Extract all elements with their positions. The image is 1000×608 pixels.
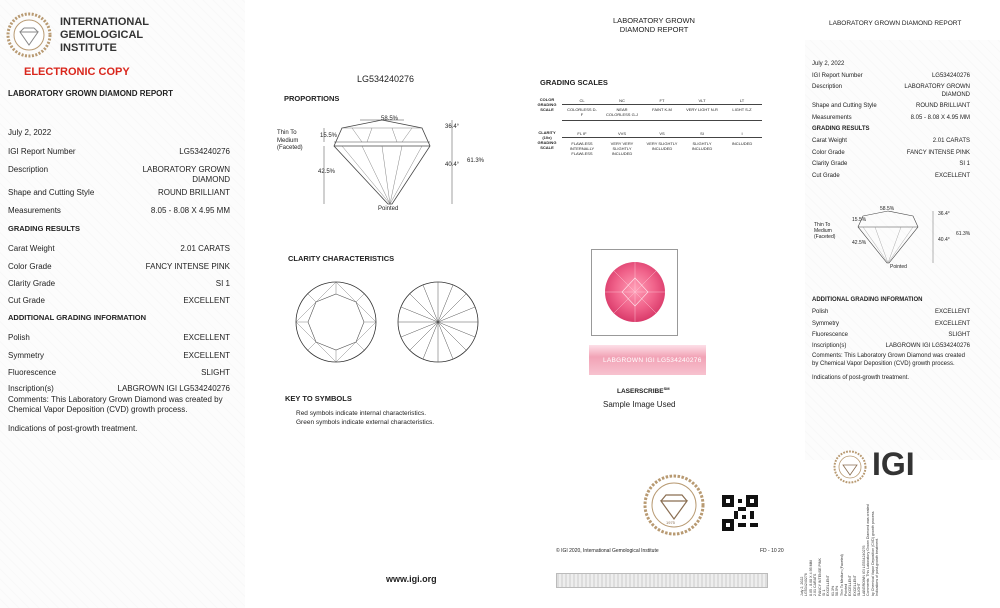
clarity-scale-head: I (741, 131, 743, 136)
laserscribe-sm: SM (663, 386, 670, 391)
field-label: Symmetry (812, 321, 839, 327)
field-value: 2.01 CARATS (932, 138, 970, 144)
right-table-percent: 58.5% (880, 206, 895, 212)
diamond-photo (592, 250, 678, 336)
field-label: Measurements (8, 206, 61, 215)
diamond-photo-frame (591, 249, 678, 336)
clarity-scale-head: VVS (617, 131, 626, 136)
shape-row (8, 188, 230, 197)
field-value: SLIGHT (201, 368, 230, 377)
field-value: EXCELLENT (934, 321, 970, 327)
clarity-scale-text: INCLUDED (731, 141, 753, 146)
pavilion-angle: 40.4° (445, 162, 460, 168)
inscription-row (8, 384, 230, 393)
measurements-row (8, 206, 230, 215)
right-grading-results-title: GRADING RESULTS (812, 126, 870, 132)
pavilion-depth: 42.5% (318, 169, 336, 175)
middle-header (604, 16, 704, 34)
field-label: Cut Grade (812, 173, 840, 179)
field-label: Measurements (812, 115, 852, 121)
field-label: Symmetry (8, 351, 44, 360)
field-label: IGI Report Number (812, 73, 863, 79)
right-clarity-row (812, 161, 970, 167)
copyright-text: © IGI 2020, International Gemological Institute (556, 548, 659, 554)
field-value: LG534240276 (179, 147, 230, 156)
clarity-scale-head: SI (700, 131, 704, 136)
grading-scales-title: GRADING SCALES (540, 78, 608, 87)
rotated-line: SI 1 (822, 589, 827, 596)
field-value: FANCY INTENSE PINK (906, 150, 970, 156)
field-label: Carat Weight (8, 244, 55, 253)
seal-year: 1975 (666, 520, 675, 525)
right-crown-height: 15.5% (852, 217, 867, 223)
right-girdle-label: Thin To Medium (Faceted) (814, 222, 836, 240)
grading-results-title: GRADING RESULTS (8, 224, 80, 233)
additional-info-title: ADDITIONAL GRADING INFORMATION (8, 313, 147, 322)
field-label: Description (8, 165, 49, 174)
header-line: DIAMOND REPORT (619, 25, 689, 34)
org-name-line: INSTITUTE (60, 42, 117, 54)
org-name (60, 16, 149, 55)
report-date-row (8, 128, 230, 137)
rotated-line: FANCY INTENSE PINK (817, 558, 822, 596)
rotated-line: July 2, 2022 (800, 576, 804, 596)
proportions-diagram (272, 112, 497, 217)
field-label: Description (812, 84, 843, 90)
field-value: LABORATORY GROWN DIAMOND (142, 165, 230, 184)
report-number-row (8, 147, 230, 156)
field-label: Cut Grade (8, 296, 45, 305)
girdle-label: Thin To Medium (Faceted) (277, 130, 303, 151)
igi-seal-logo (6, 12, 52, 58)
field-label: Color Grade (812, 150, 845, 156)
igi-seal-icon (643, 474, 705, 536)
field-value: FANCY INTENSE PINK (145, 262, 230, 271)
crown-angle: 36.4° (445, 124, 460, 130)
comments-text: Comments: This Laboratory Grown Diamond was created by Chemical Vapor Deposition (CVD) growth process. (8, 395, 223, 414)
field-value: EXCELLENT (183, 333, 230, 342)
color-scale-text: NEAR COLORLESS G-J (606, 107, 639, 117)
carat-row (8, 244, 230, 253)
rotated-line: Pointed (844, 583, 849, 596)
right-measurements-row (812, 115, 970, 121)
field-label: July 2, 2022 (8, 128, 52, 137)
field-value: EXCELLENT (934, 309, 970, 315)
field-value: EXCELLENT (183, 296, 230, 305)
polish-row (8, 333, 230, 342)
key-line-green: Green symbols indicate external characteristics. (296, 419, 435, 426)
right-additional-title: ADDITIONAL GRADING INFORMATION (812, 297, 923, 303)
field-label: Clarity Grade (812, 161, 848, 167)
field-value: 8.05 - 8.08 X 4.95 MM (150, 206, 230, 215)
fluorescence-row (8, 368, 230, 377)
color-scale-head: VLT (698, 98, 706, 103)
color-row (8, 262, 230, 271)
laserscribe-text: LASERSCRIBE (617, 388, 664, 396)
key-to-symbols-title: KEY TO SYMBOLS (285, 394, 352, 403)
field-label: Clarity Grade (8, 279, 56, 288)
field-value: LABGROWN IGI LG534240276 (885, 343, 970, 349)
header-line: LABORATORY GROWN (613, 16, 695, 25)
rotated-line: EXCELLENT (852, 575, 857, 596)
color-scale-head: CL (579, 98, 585, 103)
report-title: LABORATORY GROWN DIAMOND REPORT (8, 89, 174, 98)
color-scale-text: FAINT K-M (652, 107, 672, 112)
clarity-row (8, 279, 230, 288)
field-value: EXCELLENT (183, 351, 230, 360)
clarity-characteristics-title: CLARITY CHARACTERISTICS (288, 254, 395, 263)
form-code: FD - 10 20 (760, 548, 784, 554)
field-label: Inscription(s) (8, 384, 54, 393)
right-polish-row (812, 309, 970, 315)
field-value: 8.05 - 8.08 X 4.95 MM (910, 115, 970, 121)
right-carat-row (812, 138, 970, 144)
right-culet-label: Pointed (890, 264, 907, 270)
crown-height: 15.5% (320, 133, 338, 139)
right-symmetry-row (812, 321, 970, 327)
clarity-scale-head: VS (659, 131, 665, 136)
culet-label: Pointed (378, 206, 399, 212)
right-header: LABORATORY GROWN DIAMOND REPORT (829, 20, 962, 27)
rotated-line: Comments: This Laboratory Grown Diamond was created by Chemical Vapor Deposition (CVD) growth process. (866, 504, 875, 596)
field-value: ROUND BRILLIANT (915, 103, 970, 109)
rotated-line: LABGROWN IGI LG534240276 (861, 545, 866, 596)
right-total-depth: 61.3% (956, 231, 971, 237)
field-label: Inscription(s) (812, 343, 847, 349)
rotated-line: SLIGHT (857, 583, 862, 596)
clarity-plot-pavilion (396, 280, 480, 364)
rotated-line: 58.5% (835, 585, 840, 596)
rotated-line: 8.05 - 8.08 X 4.95 MM (808, 560, 813, 596)
right-igi-logo: IGI (872, 446, 915, 482)
clarity-scale-label: CLARITY (10x) GRADING SCALE (537, 130, 557, 150)
color-scale-text: VERY LIGHT N-R (686, 107, 718, 112)
org-name-line: GEMOLOGICAL (60, 29, 144, 41)
website-link[interactable]: www.igi.org (386, 574, 437, 584)
field-value: 2.01 CARATS (180, 244, 230, 253)
report-number-header: LG534240276 (357, 74, 415, 84)
clarity-scale-text: VERY VERY SLIGHTLY INCLUDED (610, 141, 634, 156)
symmetry-row (8, 351, 230, 360)
color-scale-head: FT (659, 98, 665, 103)
qr-code-icon[interactable] (722, 495, 758, 531)
clarity-scale-text: SLIGHTLY INCLUDED (691, 141, 713, 151)
description-row (8, 165, 230, 185)
right-crown-angle: 36.4° (938, 211, 950, 217)
field-label: Color Grade (8, 262, 52, 271)
right-fluorescence-row (812, 332, 970, 338)
rotated-line: Indications of post-growth treatment. (874, 537, 879, 596)
field-value: ROUND BRILLIANT (157, 188, 230, 197)
laser-inscription-text: LABGROWN IGI LG534240276 (603, 357, 702, 364)
right-report-number-row (812, 73, 970, 79)
rotated-line: EXCELLENT (848, 575, 853, 596)
proportions-title: PROPORTIONS (284, 94, 340, 103)
right-pavilion-angle: 40.4° (938, 237, 950, 243)
laser-inscription-band (589, 345, 706, 375)
field-value: LABGROWN IGI LG534240276 (117, 384, 230, 393)
field-label: Fluorescence (8, 368, 57, 377)
field-label: Carat Weight (812, 138, 847, 144)
field-label: Shape and Cutting Style (812, 103, 877, 109)
right-pavilion-depth: 42.5% (852, 240, 867, 246)
field-label: Fluorescence (812, 332, 849, 338)
sample-image-label: Sample Image Used (603, 400, 676, 409)
clarity-scale-head: FL IF (577, 131, 587, 136)
key-line-red: Red symbols indicate internal characteristics. (296, 410, 427, 417)
org-name-line: INTERNATIONAL (60, 16, 150, 28)
right-shape-row (812, 103, 970, 109)
field-value: SI 1 (959, 161, 970, 167)
field-value: EXCELLENT (934, 173, 970, 179)
field-value: SLIGHT (948, 332, 970, 338)
right-description-row (812, 84, 970, 99)
clarity-plot-crown (294, 280, 378, 364)
rotated-line: 61.3% (830, 585, 835, 596)
field-value: LG534240276 (931, 73, 970, 79)
field-label: Shape and Cutting Style (8, 188, 95, 197)
right-color-row (812, 150, 970, 156)
clarity-scale-rule (562, 137, 762, 138)
color-scale-head: LT (739, 98, 745, 103)
field-label: Polish (8, 333, 30, 342)
rotated-summary (800, 500, 980, 600)
rotated-line: LG534240276 (804, 573, 809, 596)
total-depth: 61.3% (467, 158, 485, 164)
clarity-scale-text: VERY SLIGHTLY INCLUDED (646, 141, 678, 151)
field-value: LABORATORY GROWN DIAMOND (904, 84, 970, 98)
laserscribe-label (617, 386, 670, 395)
disclaimer-strip (556, 573, 768, 588)
right-date: July 2, 2022 (812, 61, 845, 67)
clarity-scale-text: FLAWLESS INTERNALLY FLAWLESS (569, 141, 595, 156)
right-comments-treatment: Indications of post-growth treatment. (812, 375, 910, 381)
color-scale-rule (562, 104, 762, 105)
color-scale-text: COLORLESS D-F (567, 107, 597, 117)
right-inscription-row (812, 343, 970, 349)
right-igi-seal-icon (833, 450, 867, 484)
comments-treatment: Indications of post-growth treatment. (8, 424, 138, 433)
electronic-copy-label: ELECTRONIC COPY (24, 66, 130, 78)
rotated-line: Thin To Medium (Faceted) (839, 554, 844, 596)
rotated-line: EXCELLENT (826, 575, 831, 596)
color-scale-label: COLOR GRADING SCALE (537, 97, 557, 112)
field-label: IGI Report Number (8, 147, 76, 156)
rotated-line: 2.01 CARATS (813, 573, 818, 596)
field-value: SI 1 (215, 279, 230, 288)
field-label: Polish (812, 309, 829, 315)
table-percent: 58.5% (381, 116, 399, 122)
cut-row (8, 296, 230, 305)
right-cut-row (812, 173, 970, 179)
color-scale-text: LIGHT S-Z (732, 107, 752, 112)
color-scale-head: NC (619, 98, 625, 103)
right-comments: Comments: This Laboratory Grown Diamond was created by Chemical Vapor Deposition (CVD) growth process. (812, 353, 965, 367)
